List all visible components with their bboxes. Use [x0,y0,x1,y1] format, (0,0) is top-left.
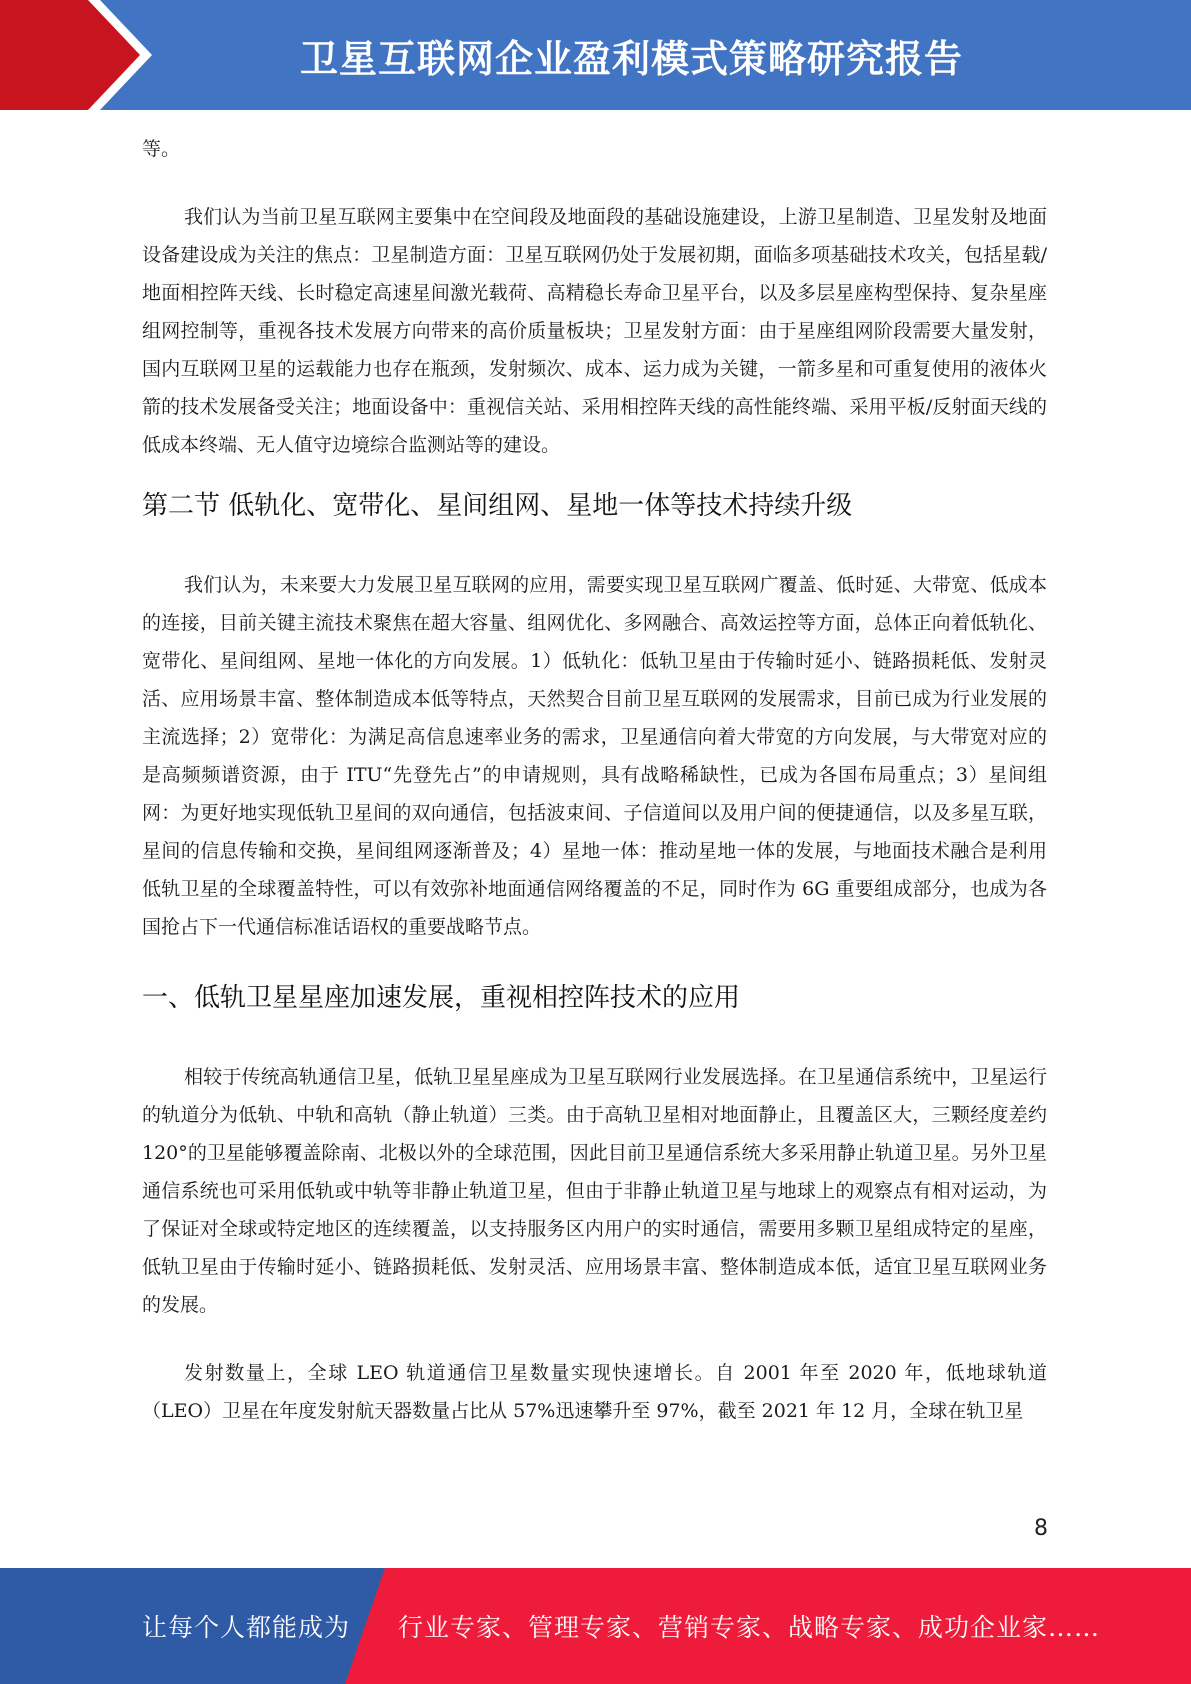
section-heading-2: 第二节 低轨化、宽带化、星间组网、星地一体等技术持续升级 [142,491,853,521]
paragraph-continuation: 等。 [142,138,181,160]
header-arrow-decoration [0,0,170,110]
document-body [142,130,1047,1430]
page-footer [0,1568,1191,1684]
page-number: 8 [1034,1516,1048,1541]
paragraph-infrastructure: 我们认为当前卫星互联网主要集中在空间段及地面段的基础设施建设，上游卫星制造、卫星发射及地面设备建设成为关注的焦点：卫星制造方面：卫星互联网仍处于发展初期，面临多项基础技术攻关，包括星载/地面相控阵天线、长时稳定高速星间激光载荷、高精稳长寿命卫星平台，以及多层星座构型保持、复杂星座组网控制等，重视各技术发展方向带来的高价质量板块；卫星发射方面：由于星座组网阶段需要大量发射，国内互联网卫星的运载能力也存在瓶颈，发射频次、成本、运力成为关键，一箭多星和可重复使用的液体火箭的技术发展备受关注；地面设备中：重视信关站、采用相控阵天线的高性能终端、采用平板/反射面天线的低成本终端、无人值守边境综合监测站等的建设。 [142,206,1047,456]
page-header [0,0,1191,110]
subsection-heading-1: 一、低轨卫星星座加速发展，重视相控阵技术的应用 [142,983,741,1013]
footer-slogan-left: 让每个人都能成为 [142,1613,351,1642]
paragraph-leo-constellation: 相较于传统高轨通信卫星，低轨卫星星座成为卫星互联网行业发展选择。在卫星通信系统中，卫星运行的轨道分为低轨、中轨和高轨（静止轨道）三类。由于高轨卫星相对地面静止，且覆盖区大，三颗经度差约 120°的卫星能够覆盖除南、北极以外的全球范围，因此目前卫星通信系统大多采用静止轨道卫星。另外卫星通信系统也可采用低轨或中轨等非静止轨道卫星，但由于非静止轨道卫星与地球上的观察点有相对运动，为了保证对全球或特定地区的连续覆盖，以支持服务区内用户的实时通信，需要用多颗卫星组成特定的星座，低轨卫星由于传输时延小、链路损耗低、发射灵活、应用场景丰富、整体制造成本低，适宜卫星互联网业务的发展。 [142,1066,1047,1316]
paragraph-launch-numbers: 发射数量上，全球 LEO 轨道通信卫星数量实现快速增长。自 2001 年至 2020 年，低地球轨道（LEO）卫星在年度发射航天器数量占比从 57%迅速攀升至 97%，截至 2021 年 12 月，全球在轨卫星 [142,1362,1047,1422]
paragraph-technology-trends: 我们认为，未来要大力发展卫星互联网的应用，需要实现卫星互联网广覆盖、低时延、大带宽、低成本的连接，目前关键主流技术聚焦在超大容量、组网优化、多网融合、高效运控等方面，总体正向着低轨化、宽带化、星间组网、星地一体化的方向发展。1）低轨化：低轨卫星由于传输时延小、链路损耗低、发射灵活、应用场景丰富、整体制造成本低等特点，天然契合目前卫星互联网的发展需求，目前已成为行业发展的主流选择；2）宽带化：为满足高信息速率业务的需求，卫星通信向着大带宽的方向发展，与大带宽对应的是高频频谱资源，由于 ITU“先登先占”的申请规则，具有战略稀缺性，已成为各国布局重点；3）星间组网：为更好地实现低轨卫星间的双向通信，包括波束间、子信道间以及用户间的便捷通信，以及多星互联，星间的信息传输和交换，星间组网逐渐普及；4）星地一体：推动星地一体的发展，与地面技术融合是利用低轨卫星的全球覆盖特性，可以有效弥补地面通信网络覆盖的不足，同时作为 6G 重要组成部分，也成为各国抢占下一代通信标准话语权的重要战略节点。 [142,574,1047,938]
report-title: 卫星互联网企业盈利模式策略研究报告 [300,37,964,81]
footer-slogan-right: 行业专家、管理专家、营销专家、战略专家、成功企业家…… [398,1613,1101,1642]
